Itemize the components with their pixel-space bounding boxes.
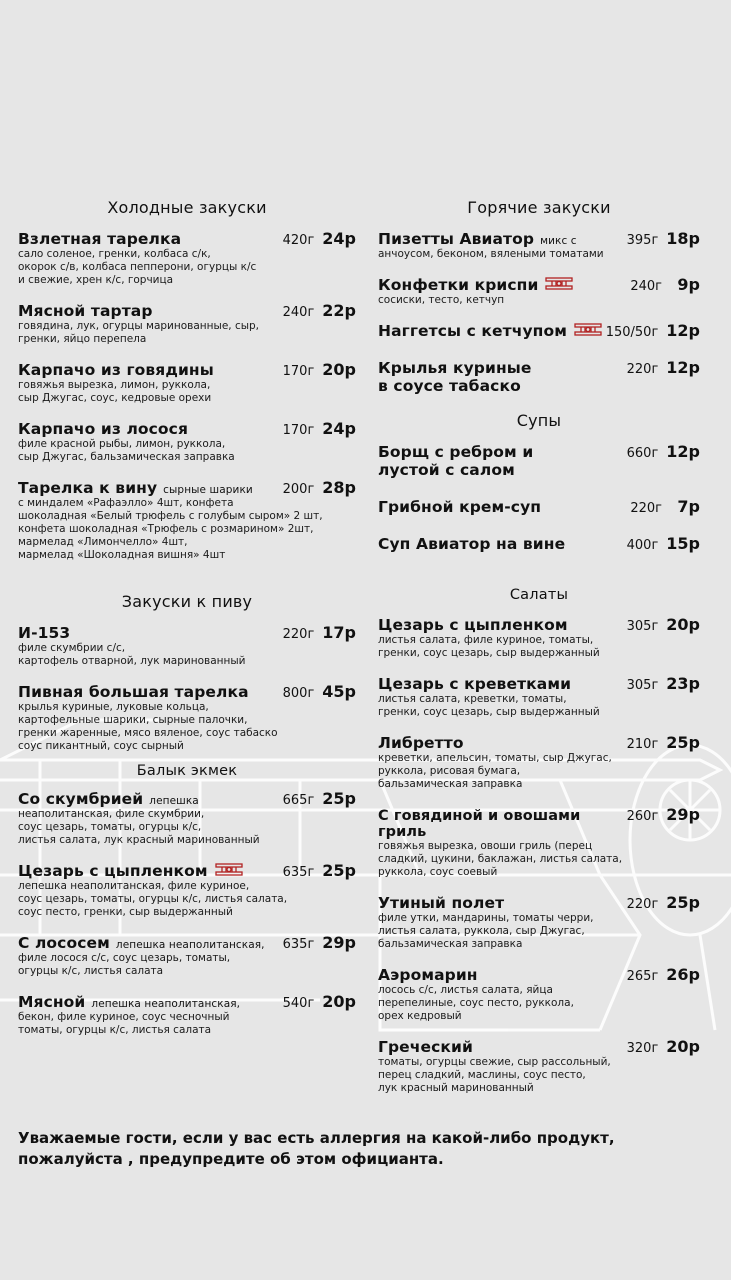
menu-item: [378, 733, 700, 791]
item-name: С говядиной и овошами гриль: [378, 808, 581, 840]
item-price: 20р: [666, 615, 700, 634]
menu-item: [18, 682, 356, 753]
balyk-section-title: Балык экмек: [136, 763, 238, 779]
menu-item: [18, 933, 356, 978]
menu-item: [378, 1037, 700, 1095]
menu-item: [18, 992, 356, 1037]
item-weight: 240г: [282, 305, 315, 320]
item-price: 22р: [322, 301, 356, 320]
item-weight: 635г: [282, 937, 315, 952]
item-price: 25р: [322, 861, 356, 880]
item-weight: 150/50г: [605, 325, 659, 340]
menu-item: [378, 275, 700, 307]
item-weight: 170г: [282, 423, 315, 438]
allergy-notice: Уважаемые гости, если у вас есть аллергия на какой-либо продукт, пожалуйста , предупредите об этом официанта.: [18, 1129, 615, 1168]
item-description: сало соленое, гренки, колбаса с/к, окорок с/в, колбаса пепперони, огурцы к/с и свежие, хрен к/с, горчица: [18, 248, 257, 286]
menu-item: [378, 965, 700, 1023]
item-weight: 420г: [282, 233, 315, 248]
item-price: 23р: [666, 674, 700, 693]
item-name: Тарелка к вину: [18, 479, 158, 497]
item-weight: 210г: [626, 737, 659, 752]
item-weight: 220г: [282, 627, 315, 642]
item-name: Наггетсы с кетчупом: [378, 322, 567, 340]
item-price: 24р: [322, 229, 356, 248]
item-name: Мясной тартар: [18, 302, 153, 320]
biplane-icon: [544, 276, 574, 292]
item-inline-desc: лепешка: [149, 795, 199, 807]
salads-section-title: Салаты: [509, 587, 569, 603]
item-price: 12р: [666, 442, 700, 461]
item-weight: 260г: [626, 809, 659, 824]
cold-section-title: Холодные закуски: [107, 198, 267, 217]
menu-item: [18, 789, 356, 847]
item-inline-desc: сырные шарики: [163, 484, 253, 496]
item-name: Пивная большая тарелка: [18, 683, 249, 701]
item-name: С лососем: [18, 934, 110, 952]
item-price: 18р: [666, 229, 700, 248]
menu-item: [378, 442, 700, 479]
left-column: [18, 198, 356, 1051]
item-name: Со скумбрией: [18, 790, 144, 808]
item-weight: 800г: [282, 686, 315, 701]
item-price: 20р: [322, 992, 356, 1011]
item-inline-desc: лепешка неаполитанская,: [91, 998, 241, 1010]
item-name: Греческий: [378, 1038, 473, 1056]
item-description: филе красной рыбы, лимон, руккола, сыр Джугас, бальзамическая заправка: [18, 438, 235, 463]
item-name: И-153: [18, 624, 71, 642]
item-name: Мясной: [18, 993, 86, 1011]
menu-item: [378, 497, 700, 516]
item-description: лосось с/с, листья салата, яйца перепелиные, соус песто, руккола, орех кедровый: [378, 984, 574, 1022]
soups-section-title: Супы: [516, 411, 562, 430]
item-name: Пизетты Авиатор: [378, 230, 535, 248]
item-price: 15р: [666, 534, 700, 553]
item-price: 45р: [322, 682, 356, 701]
item-description: филе утки, мандарины, томаты черри, листья салата, руккола, сыр Джугас, бальзамическая заправка: [378, 912, 594, 950]
item-description: креветки, апельсин, томаты, сыр Джугас, руккола, рисовая бумага, бальзамическая заправка: [378, 752, 612, 790]
item-description: говяжья вырезка, овоши гриль (перец сладкий, цукини, баклажан, листья салата, руккола, соус соевый: [378, 840, 623, 878]
item-weight: 240г: [630, 279, 662, 294]
menu-item: [378, 321, 700, 340]
item-description: листья салата, креветки, томаты, гренки, соус цезарь, сыр выдержанный: [378, 693, 600, 718]
item-description: говяжья вырезка, лимон, руккола, сыр Джугас, соус, кедровые орехи: [18, 379, 212, 404]
item-weight: 305г: [626, 619, 659, 634]
item-description: филе скумбрии с/с, картофель отварной, лук маринованный: [18, 642, 246, 667]
item-name: Крылья куриные: [378, 359, 532, 377]
item-name: Цезарь с цыпленком: [18, 862, 208, 880]
item-description: говядина, лук, огурцы маринованные, сыр, гренки, яйцо перепела: [18, 320, 260, 345]
item-description: неаполитанская, филе скумбрии, соус цезарь, томаты, огурцы к/с, листья салата, лук красный маринованный: [18, 808, 260, 846]
item-weight: 395г: [626, 233, 659, 248]
item-price: 20р: [322, 360, 356, 379]
item-name-line2: в соусе табаско: [378, 377, 521, 395]
biplane-icon: [214, 862, 244, 878]
item-weight: 170г: [282, 364, 315, 379]
item-description: филе лосося с/с, соус цезарь, томаты, огурцы к/с, листья салата: [18, 952, 231, 977]
item-price: 29р: [666, 805, 700, 824]
menu-item: [18, 229, 356, 287]
menu-item: [378, 229, 700, 261]
item-description: бекон, филе куриное, соус чесночный томаты, огурцы к/с, листья салата: [18, 1011, 230, 1036]
menu-item: [18, 360, 356, 405]
item-price: 28р: [322, 478, 356, 497]
item-description: крылья куриные, луковые кольца, картофельные шарики, сырные палочки, гренки жаренные, мясо вяленое, соус табаско соус пикантный, соус сырный: [18, 701, 278, 752]
item-name: Борщ с ребром и: [378, 443, 534, 461]
item-name: Цезарь с цыпленком: [378, 616, 568, 634]
item-name: Карпачо из говядины: [18, 361, 214, 379]
item-name: Суп Авиатор на вине: [378, 535, 566, 553]
menu-item: [18, 623, 356, 668]
item-description: сосиски, тесто, кетчуп: [378, 294, 505, 306]
item-weight: 220г: [630, 501, 662, 516]
item-name-line2: лустой с салом: [378, 461, 515, 479]
item-price: 26р: [666, 965, 700, 984]
item-price: 7р: [677, 497, 700, 516]
biplane-icon: [573, 322, 603, 338]
beer-section-title: Закуски к пиву: [121, 592, 253, 611]
item-name: Утиный полет: [378, 894, 505, 912]
item-inline-desc: лепешка неаполитанская,: [115, 939, 265, 951]
menu-item: [18, 478, 356, 562]
item-price: 25р: [322, 789, 356, 808]
item-weight: 220г: [626, 897, 659, 912]
menu-item: [378, 358, 700, 395]
menu-item: [378, 674, 700, 719]
item-price: 9р: [677, 275, 700, 294]
hot-section-title: Горячие закуски: [467, 198, 611, 217]
item-price: 25р: [666, 893, 700, 912]
item-price: 25р: [666, 733, 700, 752]
item-price: 12р: [666, 358, 700, 377]
item-name: Аэромарин: [378, 966, 478, 984]
item-name: Цезарь с креветками: [378, 675, 572, 693]
item-description: листья салата, филе куриное, томаты, гренки, соус цезарь, сыр выдержанный: [378, 634, 600, 659]
item-price: 17р: [322, 623, 356, 642]
item-inline-desc: микс с: [540, 235, 577, 247]
item-weight: 305г: [626, 678, 659, 693]
item-weight: 400г: [626, 538, 659, 553]
item-name: Карпачо из лосося: [18, 420, 189, 438]
item-price: 20р: [666, 1037, 700, 1056]
menu-item: [378, 805, 700, 879]
item-price: 29р: [322, 933, 356, 952]
item-name: Либретто: [378, 734, 464, 752]
menu-item: [18, 419, 356, 464]
item-weight: 320г: [626, 1041, 659, 1056]
item-weight: 265г: [626, 969, 659, 984]
item-weight: 665г: [282, 793, 315, 808]
menu-item: [18, 301, 356, 346]
item-weight: 660г: [626, 446, 659, 461]
menu-item: [378, 615, 700, 660]
item-price: 24р: [322, 419, 356, 438]
item-name: Взлетная тарелка: [18, 230, 182, 248]
item-description: лепешка неаполитанская, филе куриное, соус цезарь, томаты, огурцы к/с, листья салата, соус песто, гренки, сыр выдержанный: [18, 880, 288, 918]
item-weight: 635г: [282, 865, 315, 880]
menu-item: [378, 893, 700, 951]
item-name: Грибной крем-суп: [378, 498, 542, 516]
item-weight: 220г: [626, 362, 659, 377]
item-name: Конфетки криспи: [378, 276, 539, 294]
item-description: с миндалем «Рафаэлло» 4шт, конфета шоколадная «Белый трюфель с голубым сыром» 2 шт, конфета шоколадная «Трюфель с розмарином» 2шт, мармелад «Лимончелло» 4шт, мармелад «Шоколадная вишня» 4шт: [18, 497, 323, 561]
item-description: томаты, огурцы свежие, сыр рассольный, перец сладкий, маслины, соус песто, лук красный маринованный: [378, 1056, 611, 1094]
item-description: анчоусом, беконом, вялеными томатами: [378, 248, 604, 260]
menu-item: [18, 861, 356, 919]
item-weight: 540г: [282, 996, 315, 1011]
right-column: [378, 198, 700, 1109]
item-weight: 200г: [282, 482, 315, 497]
menu-item: [378, 534, 700, 553]
item-price: 12р: [666, 321, 700, 340]
